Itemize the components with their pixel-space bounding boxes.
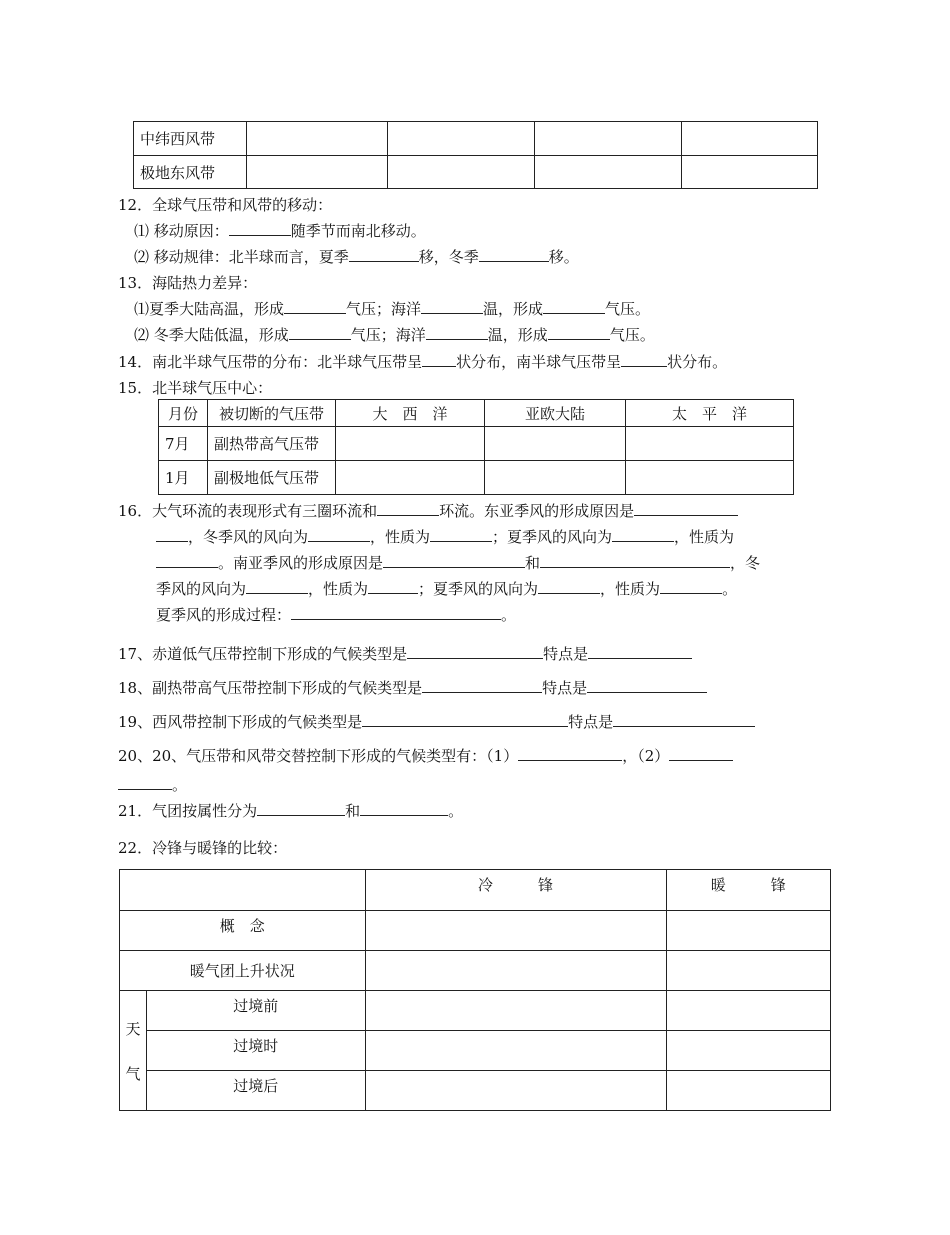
q12-title: 12．全球气压带和风带的移动： — [118, 196, 333, 214]
q18-line — [118, 677, 707, 698]
text: ；夏季风的风向为 — [418, 580, 539, 598]
table-cell — [485, 461, 626, 495]
q16-line3 — [156, 552, 760, 573]
table-cell — [666, 1071, 830, 1111]
text: 气压；海洋 — [350, 326, 426, 344]
text: ⑴ 移动原因： — [134, 222, 229, 240]
text: 21．气团按属性分为 — [118, 802, 258, 820]
q22-title: 22．冷锋与暖锋的比较： — [118, 839, 288, 857]
q19-line — [118, 711, 755, 732]
text: 。南亚季风的形成原因是 — [218, 554, 384, 572]
table-cell — [535, 122, 682, 156]
answer-blank[interactable] — [540, 553, 730, 568]
answer-blank[interactable] — [257, 801, 345, 816]
text: ；夏季风的风向为 — [492, 528, 613, 546]
answer-blank[interactable] — [362, 712, 568, 727]
table-cell — [365, 911, 666, 951]
text: 特点是 — [543, 645, 589, 663]
q16-line2 — [156, 526, 734, 547]
weather-char-1: 天 — [125, 1019, 141, 1038]
answer-blank[interactable] — [246, 579, 308, 594]
q12-line2 — [134, 246, 579, 267]
row-after: 过境后 — [147, 1071, 366, 1111]
answer-blank[interactable] — [588, 644, 692, 659]
text: 气压。 — [605, 300, 651, 318]
belt-cell: 副极地低气压带 — [208, 461, 336, 495]
answer-blank[interactable] — [407, 644, 543, 659]
answer-blank[interactable] — [538, 579, 600, 594]
text: 状分布。 — [667, 353, 728, 371]
text: 移，冬季 — [418, 248, 479, 266]
text: 。 — [501, 606, 517, 624]
table-cell — [666, 911, 830, 951]
text: 19、西风带控制下形成的气候类型是 — [118, 713, 363, 731]
text: 温，形成 — [487, 326, 548, 344]
table-cell — [247, 122, 388, 156]
text: 14．南北半球气压带的分布：北半球气压带呈 — [118, 353, 423, 371]
header-atlantic: 大 西 洋 — [336, 400, 485, 427]
answer-blank[interactable] — [308, 527, 370, 542]
text: ⑵ 移动规律：北半球而言，夏季 — [134, 248, 349, 266]
answer-blank[interactable] — [613, 712, 755, 727]
text: ，性质为 — [308, 580, 369, 598]
text: ，冬季风的风向为 — [188, 528, 309, 546]
text: 夏季风的形成过程： — [156, 606, 292, 624]
q16-line1 — [118, 500, 738, 521]
answer-blank[interactable] — [284, 299, 346, 314]
answer-blank[interactable] — [118, 775, 172, 790]
answer-blank[interactable] — [587, 678, 707, 693]
q20-line2 — [118, 774, 187, 795]
table-cell — [626, 427, 794, 461]
answer-blank[interactable] — [229, 221, 291, 236]
text: 18、副热带高气压带控制下形成的气候类型是 — [118, 679, 423, 697]
wind-row-label: 极地东风带 — [134, 156, 247, 189]
text: ，性质为 — [600, 580, 661, 598]
text: 和 — [345, 802, 361, 820]
table-cell — [336, 461, 485, 495]
answer-blank[interactable] — [360, 801, 448, 816]
row-during: 过境时 — [147, 1031, 366, 1071]
wind-belt-table — [133, 121, 818, 189]
q17-line — [118, 643, 692, 664]
text: ⑵ 冬季大陆低温，形成 — [134, 326, 289, 344]
answer-blank[interactable] — [634, 501, 738, 516]
answer-blank[interactable] — [156, 553, 218, 568]
table-cell — [336, 427, 485, 461]
text: 特点是 — [542, 679, 588, 697]
header-cold-front: 冷 锋 — [365, 870, 666, 911]
text: 气压。 — [609, 326, 655, 344]
table-cell — [535, 156, 682, 189]
q16-line5 — [156, 604, 516, 625]
header-eurasia: 亚欧大陆 — [485, 400, 626, 427]
table-cell — [365, 951, 666, 991]
table-cell — [365, 1071, 666, 1111]
header-pacific: 太 平 洋 — [626, 400, 794, 427]
table-cell — [388, 156, 535, 189]
answer-blank[interactable] — [518, 746, 622, 761]
table-cell — [626, 461, 794, 495]
weather-label — [120, 991, 147, 1111]
text: ，（2） — [622, 747, 670, 765]
text: ⑴夏季大陆高温，形成 — [134, 300, 285, 318]
q13-line2 — [134, 324, 655, 345]
table-cell — [388, 122, 535, 156]
answer-blank[interactable] — [291, 605, 501, 620]
answer-blank[interactable] — [548, 325, 610, 340]
table-cell — [666, 951, 830, 991]
text: 。 — [172, 776, 188, 794]
answer-blank[interactable] — [349, 247, 419, 262]
wind-row-label: 中纬西风带 — [134, 122, 247, 156]
table-cell — [365, 1031, 666, 1071]
text: 状分布，南半球气压带呈 — [456, 353, 622, 371]
text: 气压；海洋 — [346, 300, 422, 318]
text: 17、赤道低气压带控制下形成的气候类型是 — [118, 645, 408, 663]
belt-cell: 副热带高气压带 — [208, 427, 336, 461]
text: 16．大气环流的表现形式有三圈环流和 — [118, 502, 378, 520]
answer-blank[interactable] — [426, 325, 488, 340]
answer-blank[interactable] — [621, 352, 667, 367]
answer-blank[interactable] — [479, 247, 549, 262]
table-cell — [682, 156, 818, 189]
table-cell — [666, 991, 830, 1031]
table-cell — [485, 427, 626, 461]
row-warm-air-rise: 暖气团上升状况 — [120, 951, 366, 991]
table-cell — [666, 1031, 830, 1071]
text: 环流。东亚季风的形成原因是 — [439, 502, 635, 520]
q21-line — [118, 800, 463, 821]
text: 。 — [722, 580, 738, 598]
front-comparison-table — [119, 869, 831, 1111]
q14-line — [118, 351, 727, 372]
q16-line4 — [156, 578, 737, 599]
header-warm-front: 暖 锋 — [666, 870, 830, 911]
header-month: 月份 — [159, 400, 208, 427]
text: 季风的风向为 — [156, 580, 247, 598]
answer-blank[interactable] — [377, 501, 439, 516]
q20-line1 — [118, 745, 733, 766]
text: 移。 — [548, 248, 579, 266]
text: 温，形成 — [483, 300, 544, 318]
table-cell — [365, 991, 666, 1031]
answer-blank[interactable] — [422, 678, 542, 693]
text: 。 — [448, 802, 464, 820]
answer-blank[interactable] — [669, 746, 733, 761]
answer-blank[interactable] — [421, 299, 483, 314]
answer-blank[interactable] — [543, 299, 605, 314]
table-corner — [120, 870, 366, 911]
q13-line1 — [134, 298, 650, 319]
q13-title: 13．海陆热力差异： — [118, 274, 258, 292]
table-cell — [682, 122, 818, 156]
q15-title: 15．北半球气压中心： — [118, 379, 273, 397]
text: 20、20、气压带和风带交替控制下形成的气候类型有：（1） — [118, 747, 519, 765]
answer-blank[interactable] — [612, 527, 674, 542]
row-before: 过境前 — [147, 991, 366, 1031]
pressure-center-table — [158, 399, 794, 495]
text: ，性质为 — [674, 528, 735, 546]
answer-blank[interactable] — [430, 527, 492, 542]
answer-blank[interactable] — [422, 352, 456, 367]
table-cell — [247, 156, 388, 189]
text: 和 — [525, 554, 541, 572]
row-concept: 概 念 — [120, 911, 366, 951]
answer-blank[interactable] — [368, 579, 418, 594]
text: 随季节而南北移动。 — [290, 222, 426, 240]
text: ，冬 — [730, 554, 761, 572]
month-cell: 1月 — [159, 461, 208, 495]
month-cell: 7月 — [159, 427, 208, 461]
weather-char-2: 气 — [125, 1064, 141, 1083]
q12-line1 — [134, 220, 426, 241]
answer-blank[interactable] — [289, 325, 351, 340]
answer-blank[interactable] — [156, 527, 188, 542]
answer-blank[interactable] — [383, 553, 525, 568]
header-belt: 被切断的气压带 — [208, 400, 336, 427]
answer-blank[interactable] — [660, 579, 722, 594]
text: 特点是 — [568, 713, 614, 731]
text: ，性质为 — [370, 528, 431, 546]
